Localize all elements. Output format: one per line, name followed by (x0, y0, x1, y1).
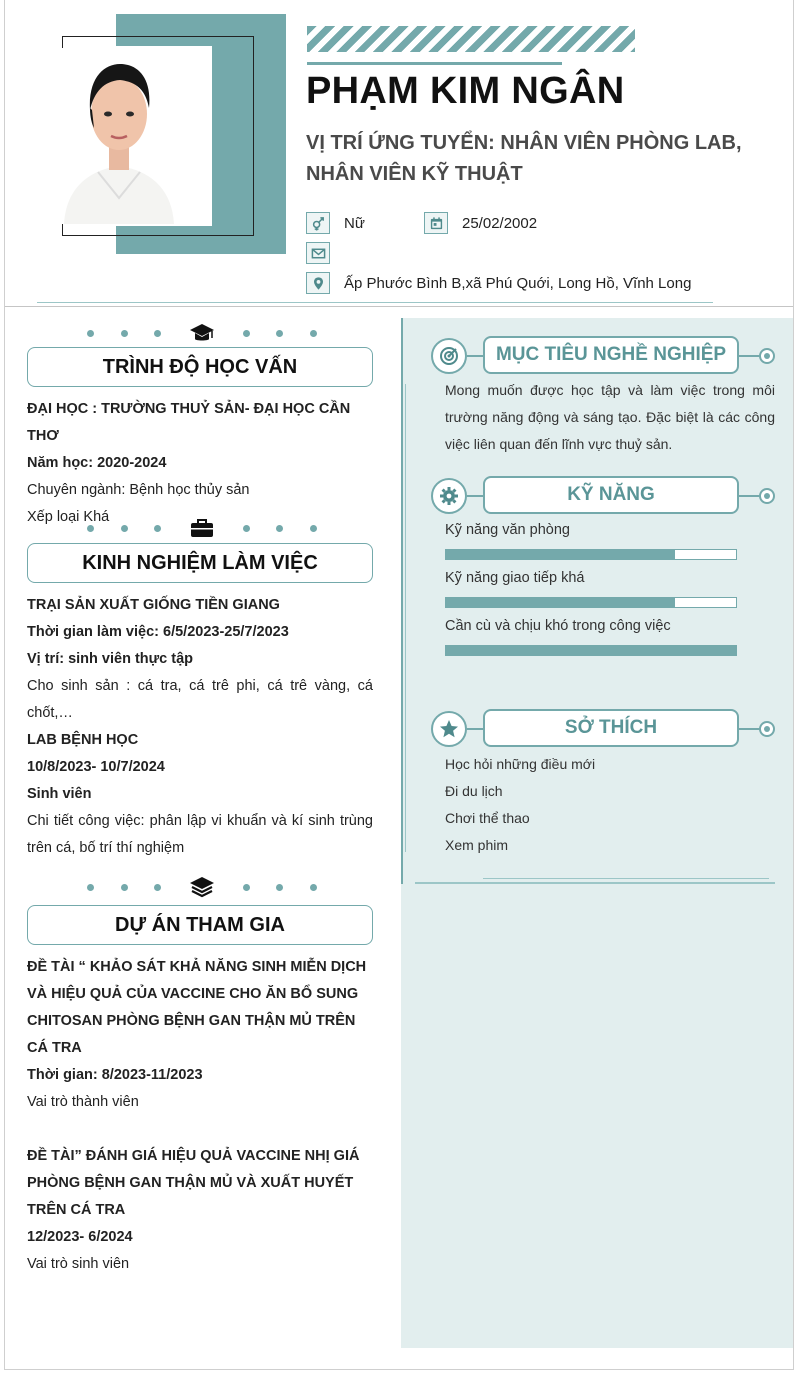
projects-icon-row (87, 874, 317, 900)
hobby-item: Đi du lịch (445, 783, 503, 799)
right-panel-bottom-line (415, 882, 775, 884)
job1-desc: Cho sinh sản : cá tra, cá trê phi, cá trê vàng, cá chốt,… (27, 678, 373, 721)
hobby-item: Học hỏi những điều mới (445, 756, 596, 772)
skill-1-fill (446, 550, 675, 559)
gender-value: Nữ (344, 214, 365, 232)
job1-role: Vị trí: sinh viên thực tập (27, 651, 193, 667)
projects-section (27, 954, 373, 1278)
skill-3-bar (445, 645, 737, 656)
education-icon-row (87, 320, 317, 346)
hobbies-title: SỞ THÍCH (483, 709, 739, 747)
applied-position: VỊ TRÍ ỨNG TUYỂN: NHÂN VIÊN PHÒNG LAB, NHÂN VIÊN KỸ THUẬT (306, 132, 742, 185)
header-accent-line (307, 62, 562, 65)
objective-title: MỤC TIÊU NGHỀ NGHIỆP (483, 336, 739, 374)
birthdate-value: 25/02/2002 (462, 214, 538, 232)
skill-3-label: Cần cù và chịu khó trong công việc (445, 618, 671, 634)
address-row (306, 272, 691, 294)
gender-icon (306, 212, 330, 234)
gender-row (306, 212, 537, 234)
skill-1-label: Kỹ năng văn phòng (445, 522, 570, 538)
job2-role: Sinh viên (27, 786, 92, 802)
graduation-cap-icon (188, 320, 216, 346)
right-panel-inner-line (405, 384, 406, 852)
job2-time: 10/8/2023- 10/7/2024 (27, 759, 165, 775)
star-icon (431, 711, 467, 747)
gear-icon (431, 478, 467, 514)
right-panel (401, 318, 794, 1348)
education-major: Chuyên ngành: Bệnh học thủy sản (27, 482, 250, 498)
briefcase-icon (188, 515, 216, 541)
objective-text: Mong muốn được học tập và làm việc trong môi trường năng động và sáng tạo. Đặc biệt là các công việc liên quan đến lĩnh vực thuỷ sản. (445, 382, 775, 452)
email-row (306, 242, 344, 264)
project1-role: Vai trò thành viên (27, 1094, 139, 1110)
hobby-item: Xem phim (445, 837, 509, 853)
layers-icon (188, 874, 216, 900)
job1-time: Thời gian làm việc: 6/5/2023-25/7/2023 (27, 624, 289, 640)
skill-2-label: Kỹ năng giao tiếp khá (445, 570, 585, 586)
project2-time: 12/2023- 6/2024 (27, 1229, 133, 1245)
experience-title: KINH NGHIỆM LÀM VIỆC (27, 543, 373, 583)
project2-title: ĐỀ TÀI” ĐÁNH GIÁ HIỆU QUẢ VACCINE NHỊ GIÁ PHÒNG BỆNH GAN THẬN MỦ VÀ XUẤT HUYẾT TRÊN CÁ TRA (27, 1148, 360, 1218)
job1-place: TRẠI SẢN XUẤT GIỐNG TIỀN GIANG (27, 597, 280, 613)
skills-title: KỸ NĂNG (483, 476, 739, 514)
experience-icon-row (87, 515, 317, 541)
candidate-name: PHẠM KIM NGÂN (306, 70, 625, 112)
project1-title: ĐỀ TÀI “ KHẢO SÁT KHẢ NĂNG SINH MIỄN DỊCH VÀ HIỆU QUẢ CỦA VACCINE CHO ĂN BỔ SUNG CHITOSAN PHÒNG BỆNH GAN THẬN MỦ TRÊN CÁ TRA (27, 959, 367, 1056)
header-stripes (307, 26, 635, 52)
address-value: Ấp Phước Bình B,xã Phú Quới, Long Hồ, Vĩnh Long (344, 274, 692, 292)
skill-1-bar (445, 549, 737, 560)
project2-role: Vai trò sinh viên (27, 1256, 130, 1272)
education-grade: Xếp loại Khá (27, 509, 110, 525)
right-panel-border (401, 318, 403, 884)
skill-2-bar (445, 597, 737, 608)
skills-header (431, 476, 777, 516)
education-school: ĐẠI HỌC : TRƯỜNG THUỶ SẢN- ĐẠI HỌC CẦN THƠ (27, 401, 351, 444)
header-divider-accent (37, 302, 713, 303)
hobbies-header (431, 709, 777, 749)
skill-2-fill (446, 598, 675, 607)
mail-icon (306, 242, 330, 264)
right-panel-bottom-line-inner (483, 878, 769, 879)
education-title: TRÌNH ĐỘ HỌC VẤN (27, 347, 373, 387)
hobby-item: Chơi thể thao (445, 810, 530, 826)
location-icon (306, 272, 330, 294)
target-icon (431, 338, 467, 374)
education-years: Năm học: 2020-2024 (27, 455, 167, 471)
skill-3-fill (446, 646, 736, 655)
cv-page (4, 0, 794, 1370)
profile-photo (54, 48, 184, 224)
projects-title: DỰ ÁN THAM GIA (27, 905, 373, 945)
project1-time: Thời gian: 8/2023-11/2023 (27, 1067, 203, 1083)
calendar-icon (424, 212, 448, 234)
header-divider (5, 306, 794, 307)
education-section (27, 396, 373, 531)
objective-header (431, 336, 777, 376)
experience-section (27, 592, 373, 862)
job2-desc: Chi tiết công việc: phân lập vi khuẩn và kí sinh trùng trên cá, bố trí thí nghiệm (27, 813, 373, 856)
job2-place: LAB BỆNH HỌC (27, 732, 139, 748)
